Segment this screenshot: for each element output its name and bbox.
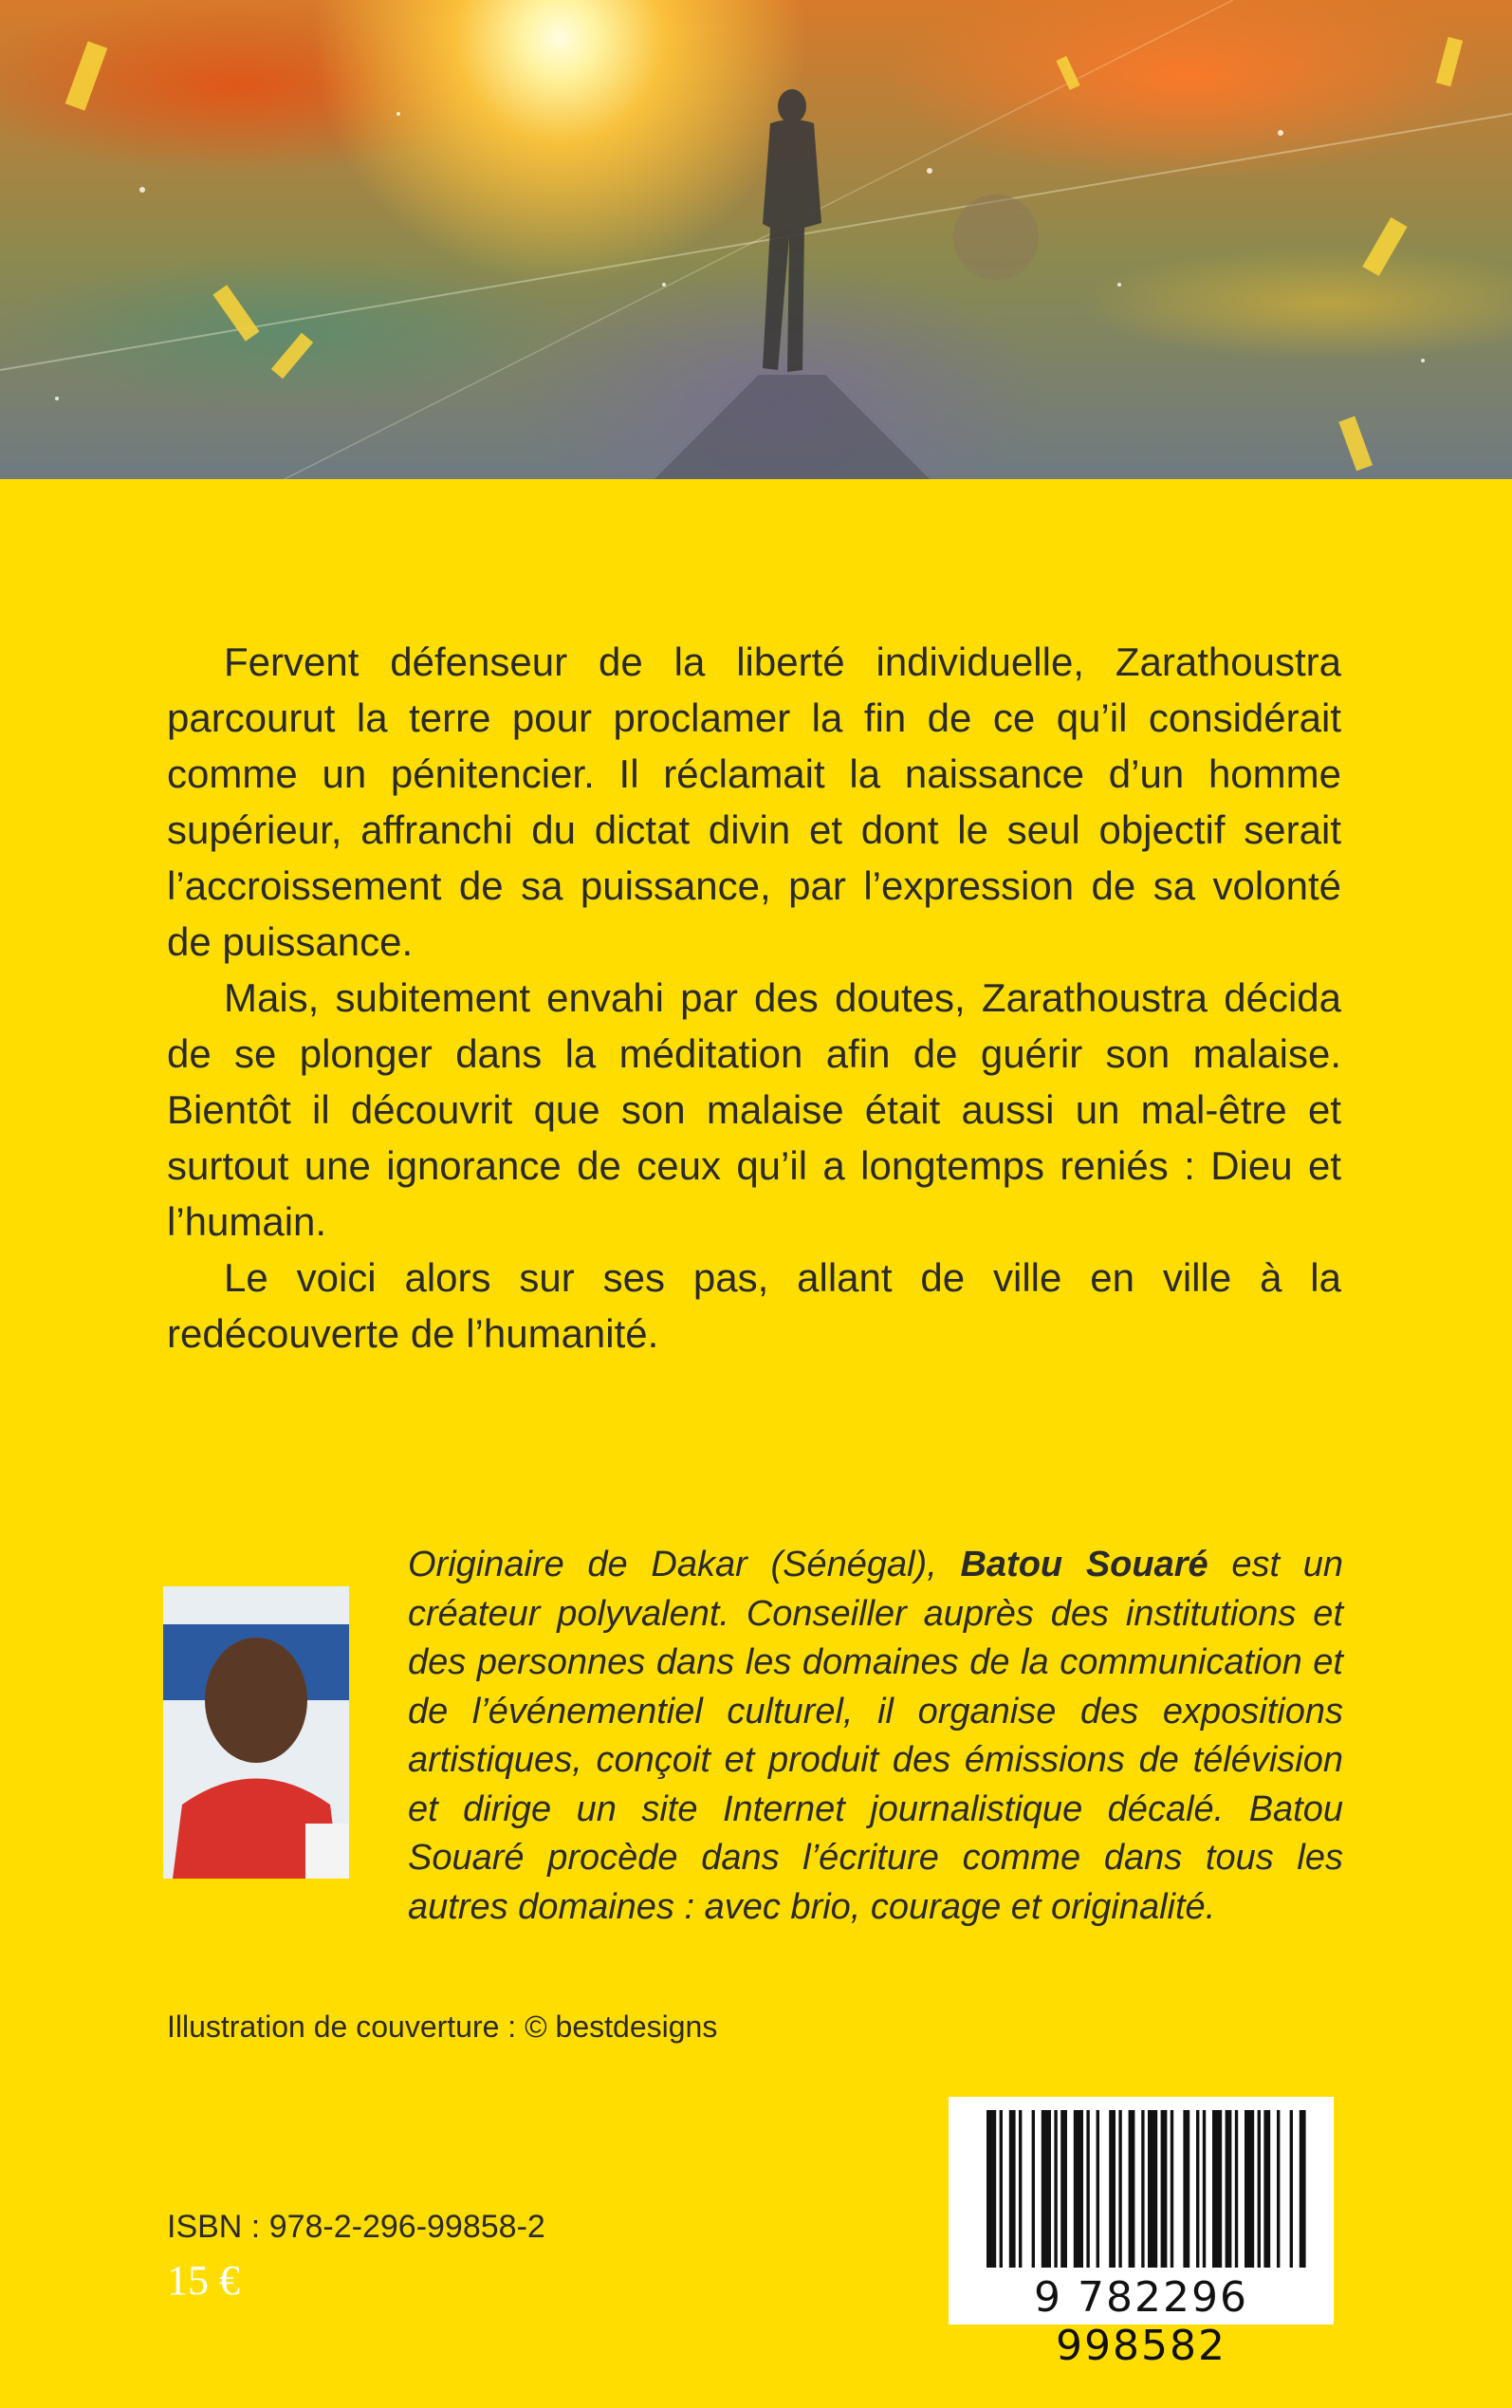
barcode-bar	[1109, 2110, 1116, 2268]
author-bio	[408, 1541, 1343, 1932]
barcode-bar	[1019, 2110, 1022, 2268]
barcode-bar	[1097, 2110, 1099, 2268]
barcode-bar	[1183, 2110, 1189, 2268]
barcode-bar	[1277, 2110, 1280, 2268]
barcode-bar	[1118, 2110, 1121, 2268]
author-portrait-graphic	[163, 1586, 349, 1879]
barcode-bar	[1212, 2110, 1222, 2268]
barcode-bar	[1000, 2110, 1003, 2268]
illustration-credit: Illustration de couverture : © bestdesigns	[167, 2010, 718, 2044]
barcode-bar	[986, 2110, 996, 2268]
book-blurb	[167, 634, 1341, 1361]
barcode-bar	[1171, 2110, 1173, 2268]
barcode-bar	[1235, 2110, 1238, 2268]
isbn-barcode	[949, 2097, 1334, 2370]
isbn-number: ISBN : 978-2-296-99858-2	[167, 2209, 545, 2245]
barcode-bar	[1042, 2110, 1051, 2268]
barcode-bar	[1148, 2110, 1157, 2268]
blurb-paragraph: Mais, subitement envahi par des doutes, Zarathoustra décida de se plonger dans la méditation afin de guérir son malaise. Bientôt il découvrit que son malaise était aussi un mal-être et surtout une ignorance de ceux qu’il a longtemps reniés : Dieu et l’humain.	[167, 975, 1341, 1244]
barcode-bar	[1196, 2110, 1199, 2268]
author-name: Batou Souaré	[960, 1545, 1208, 1584]
author-photo	[163, 1586, 349, 1879]
barcode-bar	[1245, 2110, 1254, 2268]
barcode-bar	[1290, 2110, 1293, 2268]
barcode-bar	[1086, 2110, 1089, 2268]
barcode-bar	[1129, 2110, 1135, 2268]
barcode-bar	[1074, 2110, 1083, 2268]
barcode-bar	[1300, 2110, 1306, 2268]
barcode-bar	[1161, 2110, 1168, 2268]
barcode-bar	[1263, 2110, 1270, 2268]
space-scene-graphic	[0, 0, 1512, 479]
price-label: 15 €	[167, 2257, 240, 2304]
barcode-bar	[1258, 2110, 1261, 2268]
barcode-bar	[1060, 2110, 1067, 2268]
author-bio-text: est un créateur polyvalent. Conseiller auprès des institutions et des personnes dans les domaines de la communication et de l’événementiel culturel, il organise des expositions artistiques, conçoit et produit des émissions de télévision et dirige un site Internet journalistique décalé. Batou Souaré procède dans l’écriture comme dans tous les autres domaines : avec brio, courage et originalité.	[408, 1545, 1344, 1927]
barcode-digits: 9 782296 998582	[1034, 2273, 1248, 2370]
blurb-paragraph: Fervent défenseur de la liberté individuelle, Zarathoustra parcourut la terre pour proclamer la fin de ce qu’il considérait comme un pénitencier. Il réclamait la naissance d’un homme supérieur, affranchi du dictat divin et dont le seul objectif serait l’accroissement de sa puissance, par l’expression de sa volonté de puissance.	[167, 639, 1341, 964]
cover-illustration	[0, 0, 1512, 479]
barcode-bar	[1054, 2110, 1057, 2268]
barcode-bar	[1141, 2110, 1144, 2268]
blurb-paragraph: Le voici alors sur ses pas, allant de ville en ville à la redécouverte de l’humanité.	[167, 1255, 1341, 1356]
author-bio-intro: Originaire de Dakar (Sénégal),	[408, 1545, 961, 1584]
barcode-bar	[1226, 2110, 1232, 2268]
barcode-bar	[1203, 2110, 1206, 2268]
barcode-bar	[1032, 2110, 1035, 2268]
barcode-bar	[1009, 2110, 1016, 2268]
